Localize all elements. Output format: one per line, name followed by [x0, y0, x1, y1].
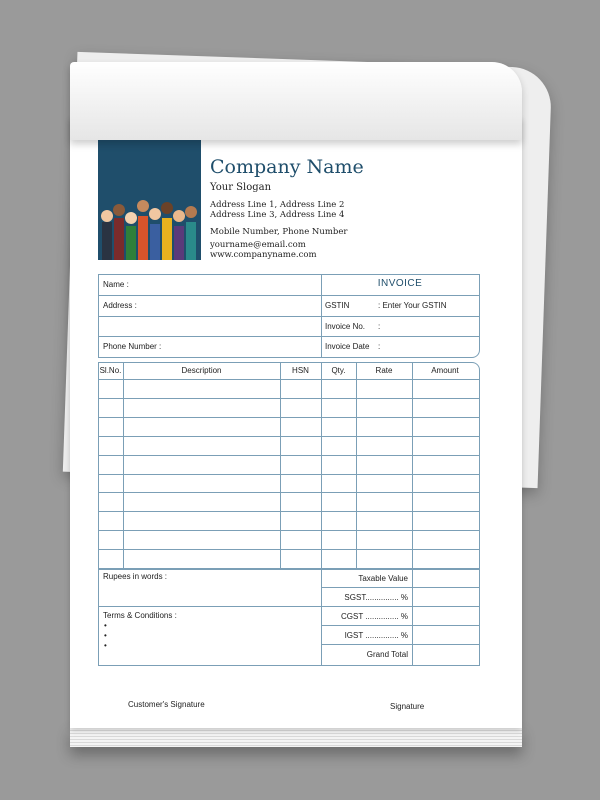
- column-rule: [412, 362, 413, 569]
- table-row: [98, 436, 479, 437]
- curled-top-page: [70, 62, 522, 140]
- col-header-hsn: HSN: [292, 366, 309, 375]
- gstin-label: GSTIN: [325, 301, 350, 310]
- company-name: Company Name: [210, 156, 364, 178]
- col-header-amount: Amount: [431, 366, 459, 375]
- company-banner: [98, 136, 201, 260]
- taxable-value-label: Taxable Value: [358, 574, 408, 583]
- company-slogan: Your Slogan: [210, 182, 272, 193]
- col-header-slno: Sl.No.: [99, 366, 122, 375]
- column-rule: [321, 362, 322, 569]
- invoice-date-colon: :: [378, 342, 381, 351]
- customer-signature-label: Customer's Signature: [128, 700, 205, 709]
- table-row: [98, 455, 479, 456]
- col-header-qty: Qty.: [331, 366, 346, 375]
- table-row: [98, 417, 479, 418]
- company-email: yourname@email.com: [210, 240, 306, 250]
- phone-label: Phone Number :: [103, 342, 162, 351]
- address-line-2: Address Line 3, Address Line 4: [210, 210, 345, 220]
- col-header-description: Description: [181, 366, 222, 375]
- divider: [412, 568, 413, 665]
- terms-bullet: •: [104, 631, 107, 640]
- column-rule: [123, 362, 124, 569]
- rupees-in-words-label: Rupees in words :: [103, 572, 168, 581]
- table-row: [98, 398, 479, 399]
- mobile-number: Mobile Number, Phone Number: [210, 227, 348, 237]
- divider: [98, 316, 479, 317]
- sgst-label: SGST............... %: [344, 593, 408, 602]
- divider: [321, 644, 479, 645]
- table-row: [98, 549, 479, 550]
- invoice-title: INVOICE: [377, 278, 423, 289]
- divider: [98, 606, 321, 607]
- terms-bullet: •: [104, 621, 107, 630]
- igst-label: IGST ............... %: [344, 631, 408, 640]
- items-table: [98, 362, 480, 570]
- address-label: Address :: [103, 301, 137, 310]
- name-label: Name :: [103, 280, 129, 289]
- table-row: [98, 511, 479, 512]
- divider: [321, 606, 479, 607]
- table-header-rule: [98, 379, 479, 380]
- table-row: [98, 492, 479, 493]
- address-line-1: Address Line 1, Address Line 2: [210, 200, 345, 210]
- terms-label: Terms & Conditions :: [103, 611, 177, 620]
- column-rule: [280, 362, 281, 569]
- terms-bullet: •: [104, 641, 107, 650]
- cgst-label: CGST ............... %: [341, 612, 408, 621]
- col-header-rate: Rate: [375, 366, 393, 375]
- grand-total-label: Grand Total: [366, 650, 408, 659]
- signature-label: Signature: [390, 702, 425, 711]
- invoice-sheet: [70, 118, 522, 728]
- divider: [98, 336, 479, 337]
- company-website: www.companyname.com: [210, 250, 317, 260]
- invoice-date-label: Invoice Date: [325, 342, 370, 351]
- pad-stack-edge: [70, 725, 522, 747]
- column-rule: [356, 362, 357, 569]
- gstin-value: : Enter Your GSTIN: [378, 301, 447, 310]
- table-row: [98, 474, 479, 475]
- table-row: [98, 530, 479, 531]
- divider: [98, 295, 479, 296]
- divider: [321, 587, 479, 588]
- divider: [321, 625, 479, 626]
- invoice-no-colon: :: [378, 322, 381, 331]
- raised-hands-icon: [98, 192, 201, 260]
- invoice-no-label: Invoice No.: [325, 322, 366, 331]
